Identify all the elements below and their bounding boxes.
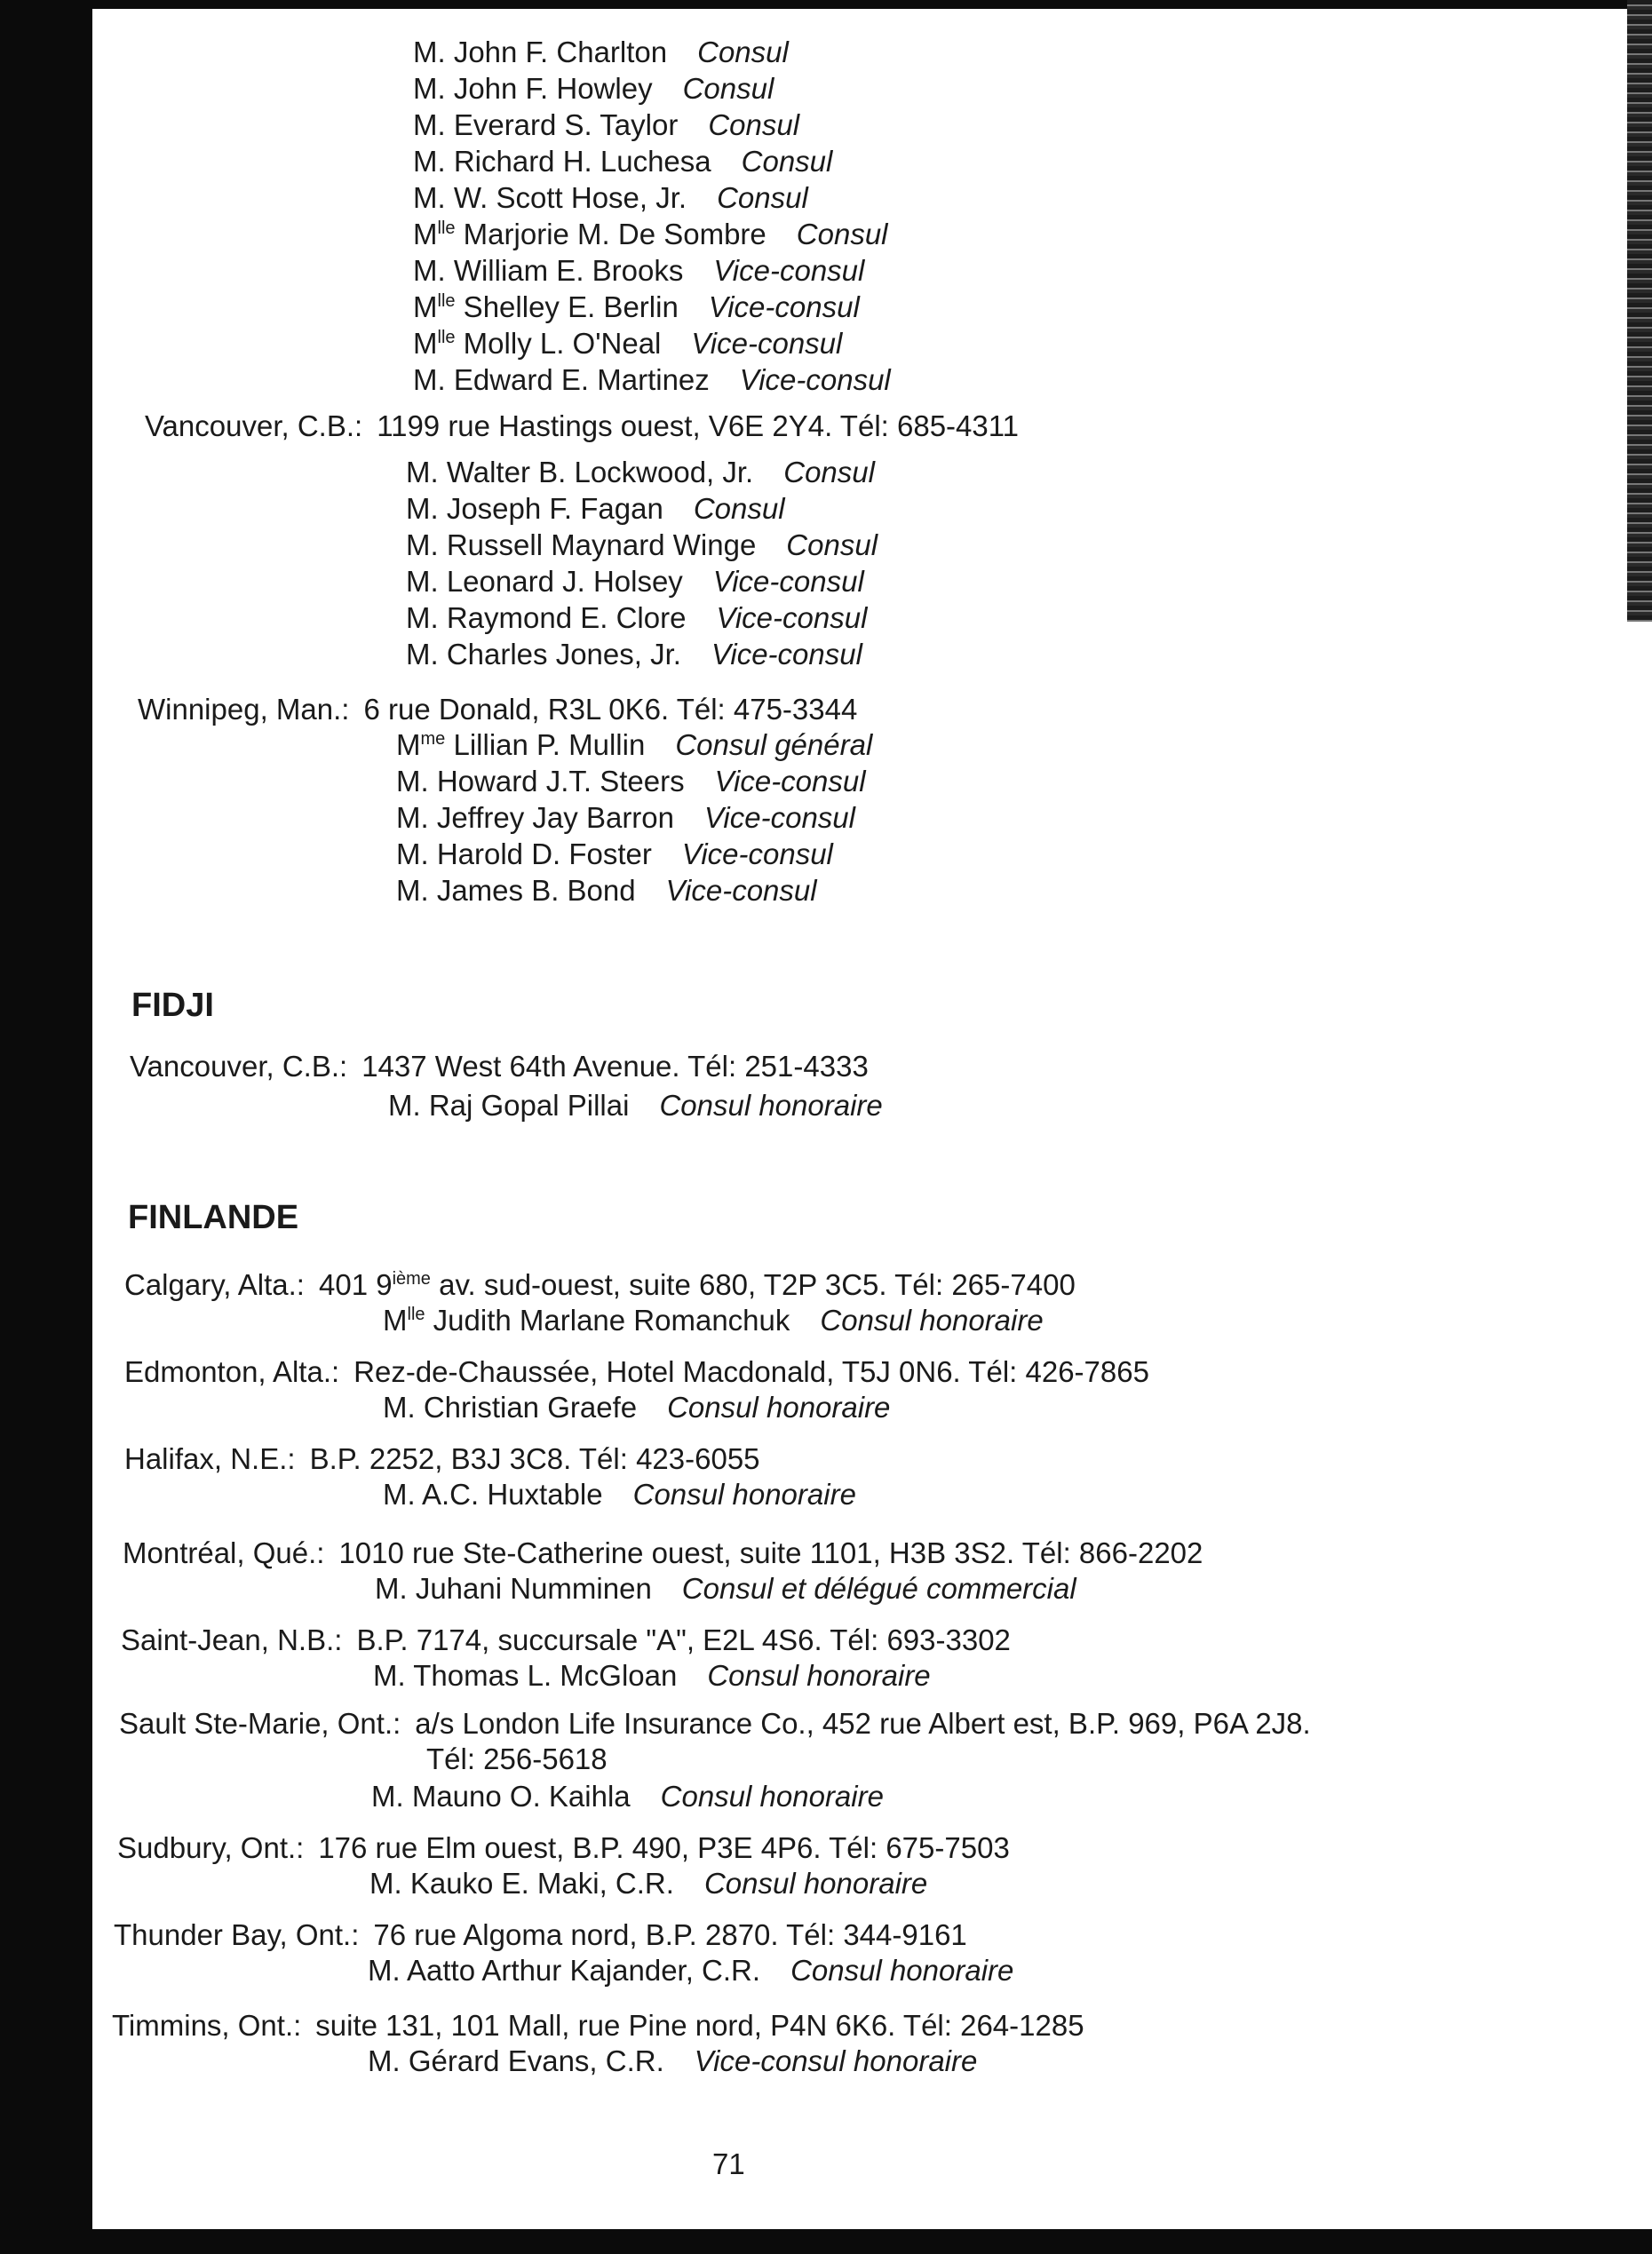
list-item: M. Richard H. Luchesa Consul [413, 145, 833, 178]
list-item: M. Russell Maynard Winge Consul [406, 528, 878, 561]
list-item: M. Walter B. Lockwood, Jr. Consul [406, 456, 875, 488]
list-item: M. Christian Graefe Consul honoraire [383, 1391, 891, 1424]
city-address-line: Halifax, N.E.: B.P. 2252, B3J 3C8. Tél: 423-6055 [124, 1442, 760, 1475]
section-heading-finlande: FINLANDE [128, 1199, 299, 1236]
scan-edge-left [0, 0, 92, 2254]
list-item: M. W. Scott Hose, Jr. Consul [413, 181, 808, 214]
city-address-line: Edmonton, Alta.: Rez-de-Chaussée, Hotel Macdonald, T5J 0N6. Tél: 426-7865 [124, 1355, 1149, 1388]
address-continuation: Tél: 256-5618 [426, 1742, 608, 1775]
list-item: M. James B. Bond Vice-consul [396, 874, 817, 907]
city-address-line: Winnipeg, Man.: 6 rue Donald, R3L 0K6. Tél: 475-3344 [138, 693, 858, 726]
city-address-line: Vancouver, C.B.: 1437 West 64th Avenue. Tél: 251-4333 [130, 1050, 869, 1083]
list-item: M. A.C. Huxtable Consul honoraire [383, 1478, 856, 1511]
list-item: $M^{lle}$ Molly L. O'Neal Vice-consul [413, 327, 843, 360]
list-item: M. Aatto Arthur Kajander, C.R. Consul honoraire [368, 1954, 1014, 1987]
list-item: M. Mauno O. Kaihla Consul honoraire [371, 1780, 884, 1813]
city-address-line: Saint-Jean, N.B.: B.P. 7174, succursale "A", E2L 4S6. Tél: 693-3302 [121, 1623, 1011, 1656]
list-item: $M^{lle}$ Shelley E. Berlin Vice-consul [413, 290, 860, 323]
list-item: M. Gérard Evans, C.R. Vice-consul honoraire [368, 2044, 978, 2077]
list-item: M. Howard J.T. Steers Vice-consul [396, 765, 866, 798]
city-address-line: Sudbury, Ont.: 176 rue Elm ouest, B.P. 490, P3E 4P6. Tél: 675-7503 [117, 1831, 1010, 1864]
list-item: M. Raj Gopal Pillai Consul honoraire [388, 1089, 883, 1122]
city-address-line: Vancouver, C.B.: 1199 rue Hastings ouest, V6E 2Y4. Tél: 685-4311 [145, 409, 1019, 442]
list-item: M. Leonard J. Holsey Vice-consul [406, 565, 864, 598]
list-item: M. Everard S. Taylor Consul [413, 108, 800, 141]
list-item: M. Raymond E. Clore Vice-consul [406, 601, 868, 634]
city-address-line: Sault Ste-Marie, Ont.: a/s London Life Insurance Co., 452 rue Albert est, B.P. 969, P6A 2J8. [119, 1707, 1311, 1740]
section-heading-fidji: FIDJI [131, 987, 214, 1024]
scan-edge-right [1627, 0, 1652, 622]
city-address-line: Timmins, Ont.: suite 131, 101 Mall, rue Pine nord, P4N 6K6. Tél: 264-1285 [112, 2009, 1084, 2042]
list-item: $M^{lle}$ Marjorie M. De Sombre Consul [413, 218, 888, 250]
city-address-line: Calgary, Alta.: 401 9ième av. sud-ouest, suite 680, T2P 3C5. Tél: 265-7400 [124, 1268, 1076, 1301]
list-item: M. Charles Jones, Jr. Vice-consul [406, 638, 862, 671]
list-item: M. Thomas L. McGloan Consul honoraire [373, 1659, 931, 1692]
list-item: $M^{me}$ Lillian P. Mullin Consul général [396, 728, 873, 761]
list-item: M. Edward E. Martinez Vice-consul [413, 363, 891, 396]
list-item: M. Juhani Numminen Consul et délégué commercial [375, 1572, 1076, 1605]
list-item: M. Jeffrey Jay Barron Vice-consul [396, 801, 855, 834]
list-item: M. John F. Howley Consul [413, 72, 774, 105]
list-item: M. Harold D. Foster Vice-consul [396, 837, 833, 870]
list-item: M. William E. Brooks Vice-consul [413, 254, 865, 287]
scan-edge-top [0, 0, 1652, 9]
list-item: M. Joseph F. Fagan Consul [406, 492, 785, 525]
city-address-line: Thunder Bay, Ont.: 76 rue Algoma nord, B.P. 2870. Tél: 344-9161 [114, 1918, 967, 1951]
list-item: M. John F. Charlton Consul [413, 36, 789, 68]
scan-edge-bottom [0, 2229, 1652, 2254]
city-address-line: Montréal, Qué.: 1010 rue Ste-Catherine ouest, suite 1101, H3B 3S2. Tél: 866-2202 [123, 1536, 1203, 1569]
page-number: 71 [712, 2147, 745, 2180]
list-item: $M^{lle}$ Judith Marlane Romanchuk Consul honoraire [383, 1304, 1044, 1337]
list-item: M. Kauko E. Maki, C.R. Consul honoraire [369, 1867, 928, 1900]
